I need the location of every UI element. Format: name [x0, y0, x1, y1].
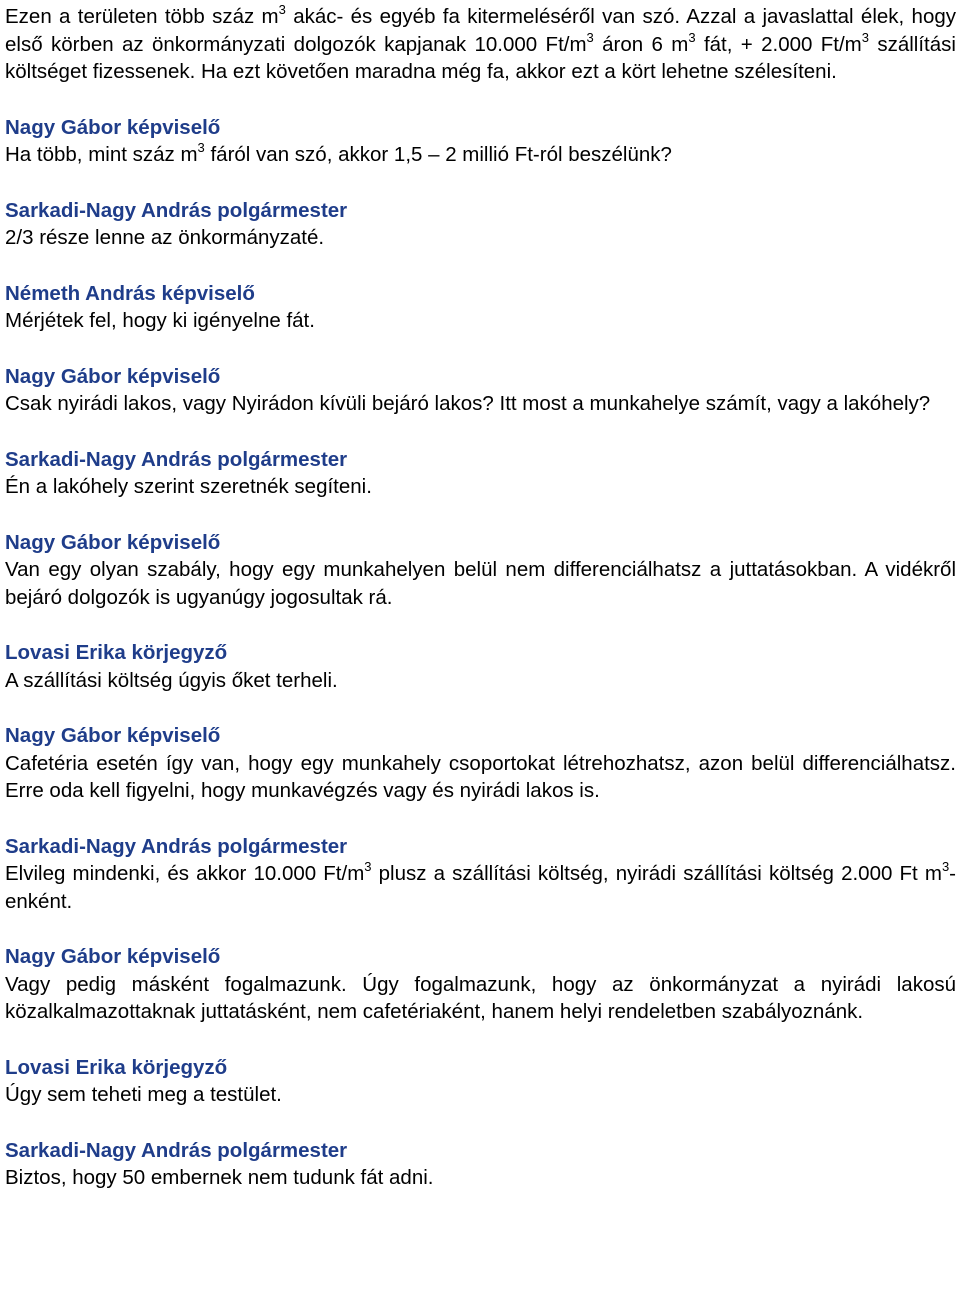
speaker-name: Sarkadi-Nagy András polgármester	[5, 834, 348, 858]
text-run: Ha több, mint száz m	[5, 143, 198, 166]
speech-text	[5, 1081, 956, 1109]
superscript: 3	[586, 29, 594, 45]
speech-text	[5, 750, 956, 805]
speaker-name: Lovasi Erika körjegyző	[5, 641, 228, 664]
superscript: 3	[364, 859, 372, 874]
text-run: szállítási költséget fizessenek. Ha ezt követően maradna még fa, akkor ezt a kört lehetne szélesíteni.	[5, 32, 956, 83]
text-run: fát, + 2.000 Ft/m	[695, 32, 862, 56]
superscript: 3	[688, 29, 696, 45]
text-run: Mérjétek fel, hogy ki igényelne fát.	[5, 309, 315, 332]
speech-text	[5, 307, 956, 335]
speech-text	[5, 667, 956, 695]
speech-text	[5, 141, 956, 169]
transcript-entry	[5, 943, 956, 1026]
text-run: -enként.	[5, 862, 956, 913]
speech-text	[5, 860, 956, 915]
speech-text	[5, 473, 956, 501]
text-run: akác- és egyéb fa kitermeléséről van szó. Azzal a javaslattal élek, hogy első körben az önkormányzati dolgozók kapjanak 10.000 Ft/m	[5, 5, 956, 56]
transcript-entry	[5, 197, 956, 252]
transcript-entry	[5, 1137, 956, 1192]
transcript-entry	[5, 529, 956, 612]
speech-text	[5, 556, 956, 611]
transcript-entry	[5, 722, 956, 805]
transcript-entry	[5, 114, 956, 169]
superscript: 3	[197, 140, 205, 155]
text-run: fáról van szó, akkor 1,5 – 2 millió Ft-ról beszélünk?	[204, 143, 672, 166]
transcript-entry	[5, 639, 956, 694]
text-run: plusz a szállítási költség, nyirádi szállítási költség 2.000 Ft m	[371, 862, 942, 885]
transcript-entry	[5, 363, 956, 418]
text-run: Biztos, hogy 50 embernek nem tudunk fát adni.	[5, 1166, 434, 1189]
transcript-entry	[5, 3, 956, 86]
text-run: A szállítási költség úgyis őket terheli.	[5, 668, 338, 692]
text-run: Cafetéria esetén így van, hogy egy munkahely csoportokat létrehozhatsz, azon belül differenciálhatsz. Erre oda kell figyelni, hogy munkavégzés vagy és nyirádi lakos is.	[5, 751, 956, 802]
superscript: 3	[861, 29, 869, 45]
speech-text	[5, 390, 956, 418]
text-run: Elvileg mindenki, és akkor 10.000 Ft/m	[5, 862, 365, 885]
speaker-name: Nagy Gábor képviselő	[5, 530, 221, 554]
transcript-entry	[5, 833, 956, 916]
text-run: Ezen a területen több száz m	[5, 5, 279, 28]
speech-text	[5, 1164, 956, 1192]
speech-text	[5, 224, 956, 252]
speaker-name: Nagy Gábor képviselő	[5, 724, 221, 747]
speaker-name: Sarkadi-Nagy András polgármester	[5, 1138, 348, 1162]
transcript-entry	[5, 1054, 956, 1109]
text-run: Úgy sem teheti meg a testület.	[5, 1083, 282, 1106]
text-run: Vagy pedig másként fogalmazunk. Úgy fogalmazunk, hogy az önkormányzat a nyirádi lakosú közalkalmazottaknak juttatásként, nem cafetériaként, hanem helyi rendeletben szabályoznánk.	[5, 972, 956, 1023]
text-run: áron 6 m	[593, 32, 689, 56]
speech-text	[5, 3, 956, 86]
speaker-name: Nagy Gábor képviselő	[5, 364, 221, 388]
speaker-name: Sarkadi-Nagy András polgármester	[5, 447, 348, 471]
text-run: 2/3 része lenne az önkormányzaté.	[5, 226, 325, 249]
speaker-name: Németh András képviselő	[5, 281, 255, 305]
speaker-name: Lovasi Erika körjegyző	[5, 1055, 228, 1079]
transcript-entry	[5, 446, 956, 501]
superscript: 3	[941, 859, 950, 874]
speaker-name: Sarkadi-Nagy András polgármester	[5, 198, 348, 222]
text-run: Van egy olyan szabály, hogy egy munkahelyen belül nem differenciálhatsz a juttatásokban. A vidékről bejáró dolgozók is ugyanúgy jogosultak rá.	[5, 558, 956, 609]
transcript-entry	[5, 280, 956, 335]
text-run: Én a lakóhely szerint szeretnék segíteni.	[5, 475, 372, 498]
superscript: 3	[278, 2, 286, 17]
speaker-name: Nagy Gábor képviselő	[5, 115, 221, 139]
text-run: Csak nyirádi lakos, vagy Nyirádon kívüli bejáró lakos? Itt most a munkahelye számít, vagy a lakóhely?	[5, 392, 931, 415]
document-body	[5, 3, 956, 1220]
speaker-name: Nagy Gábor képviselő	[5, 945, 221, 968]
speech-text	[5, 971, 956, 1026]
